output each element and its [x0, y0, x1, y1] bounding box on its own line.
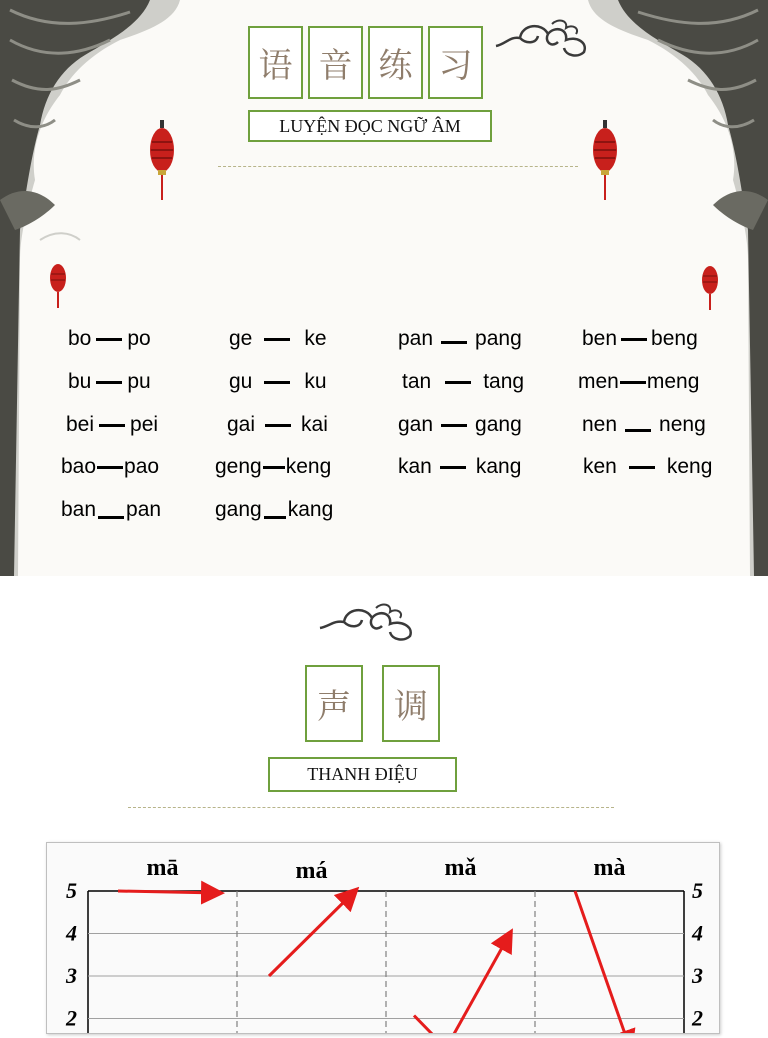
dash-mark [440, 466, 466, 469]
syllable: bei [66, 413, 95, 436]
dash-mark [99, 424, 125, 427]
lantern-icon [148, 120, 176, 202]
syllable: kai [301, 413, 328, 436]
syllable-pair [229, 327, 327, 351]
tones-title-boxes [305, 665, 440, 742]
syllable-pair [582, 327, 698, 351]
syllable: gu [229, 370, 253, 393]
tone-chart [46, 842, 720, 1034]
title-char: 练 [368, 26, 423, 99]
dash-mark [98, 516, 124, 519]
title-char: 调 [382, 665, 440, 742]
y-tick-label: 5 [66, 878, 77, 903]
dash-mark [264, 516, 286, 519]
dash-mark [263, 466, 285, 469]
lantern-icon [700, 262, 720, 312]
syllable-pair [578, 370, 699, 394]
tone-label: má [295, 858, 328, 884]
dash-mark [441, 341, 467, 344]
tone-arrow [575, 891, 630, 1033]
syllable: pei [130, 413, 159, 436]
syllable: kang [475, 455, 522, 478]
dash-mark [264, 338, 290, 341]
title-character-boxes [248, 26, 483, 99]
y-tick-label: 5 [692, 878, 703, 903]
syllable-pair [61, 455, 159, 479]
dash-mark [445, 381, 471, 384]
tone-label: mà [593, 855, 626, 881]
syllable: keng [285, 455, 332, 478]
syllable: gang [215, 498, 262, 521]
syllable: gang [475, 413, 522, 436]
syllable: kang [287, 498, 334, 521]
syllable: tan [402, 370, 432, 393]
syllable: pao [124, 455, 160, 478]
syllable: men [578, 370, 619, 393]
left-eave-illustration [0, 0, 190, 576]
syllable: gan [398, 413, 434, 436]
divider [218, 166, 578, 167]
syllable: pu [127, 370, 151, 393]
tones-subtitle: THANH ĐIỆU [268, 757, 457, 792]
title-char: 语 [248, 26, 303, 99]
right-eave-illustration [578, 0, 768, 576]
dash-mark [264, 381, 290, 384]
y-tick-label: 3 [692, 963, 703, 988]
y-tick-label: 2 [692, 1005, 703, 1031]
syllable: ke [304, 327, 327, 350]
tone-chart-svg [47, 843, 719, 1033]
y-tick-label: 4 [66, 920, 77, 946]
syllable: ge [229, 327, 253, 350]
title-char: 音 [308, 26, 363, 99]
page-subtitle: LUYỆN ĐỌC NGỮ ÂM [248, 110, 492, 142]
syllable-pair [398, 327, 522, 351]
y-tick-label: 3 [66, 963, 77, 988]
syllable: kan [398, 455, 432, 478]
syllable-pair [68, 370, 151, 394]
syllable: bo [68, 327, 92, 350]
dash-mark [97, 466, 123, 469]
dash-mark [620, 381, 646, 384]
dash-mark [625, 429, 651, 432]
syllable: geng [215, 455, 262, 478]
syllable: po [127, 327, 151, 350]
syllable: ku [304, 370, 327, 393]
syllable-pair [583, 455, 712, 479]
syllable-pair [66, 413, 158, 437]
title-char: 声 [305, 665, 363, 742]
syllable: neng [659, 413, 706, 436]
syllable: ken [583, 455, 617, 478]
dash-mark [441, 424, 467, 427]
syllable: bu [68, 370, 92, 393]
dash-mark [621, 338, 647, 341]
syllable: gai [227, 413, 256, 436]
title-char: 习 [428, 26, 483, 99]
divider [128, 807, 614, 808]
y-tick-label: 2 [66, 1005, 77, 1031]
syllable: nen [582, 413, 618, 436]
y-tick-label: 4 [692, 920, 703, 946]
syllable: ban [61, 498, 97, 521]
syllable: tang [483, 370, 525, 393]
cloud-ornament-icon [316, 600, 426, 646]
dash-mark [96, 338, 122, 341]
dash-mark [629, 466, 655, 469]
dash-mark [265, 424, 291, 427]
syllable-pair [229, 370, 327, 394]
syllable: bao [61, 455, 97, 478]
syllable: pan [398, 327, 434, 350]
syllable-pair [227, 413, 328, 437]
lantern-icon [591, 120, 619, 202]
syllable: beng [651, 327, 698, 350]
syllable: pan [126, 498, 162, 521]
syllable: keng [666, 455, 713, 478]
syllable-pair [398, 455, 521, 479]
tone-arrow [118, 891, 219, 893]
syllable-pair [215, 498, 333, 522]
syllable: meng [646, 370, 700, 393]
dash-mark [96, 381, 122, 384]
lantern-icon [48, 260, 68, 310]
syllable-pair [68, 327, 151, 351]
tone-label: mā [146, 855, 179, 881]
syllable-pair [582, 413, 706, 437]
syllable: pang [475, 327, 522, 350]
syllable: ben [582, 327, 618, 350]
syllable-pair [215, 455, 331, 479]
syllable-pair [61, 498, 161, 522]
tone-label: mǎ [444, 855, 477, 881]
cloud-ornament-icon [492, 14, 596, 62]
syllable-pair [398, 413, 522, 437]
syllable-pair [402, 370, 524, 394]
